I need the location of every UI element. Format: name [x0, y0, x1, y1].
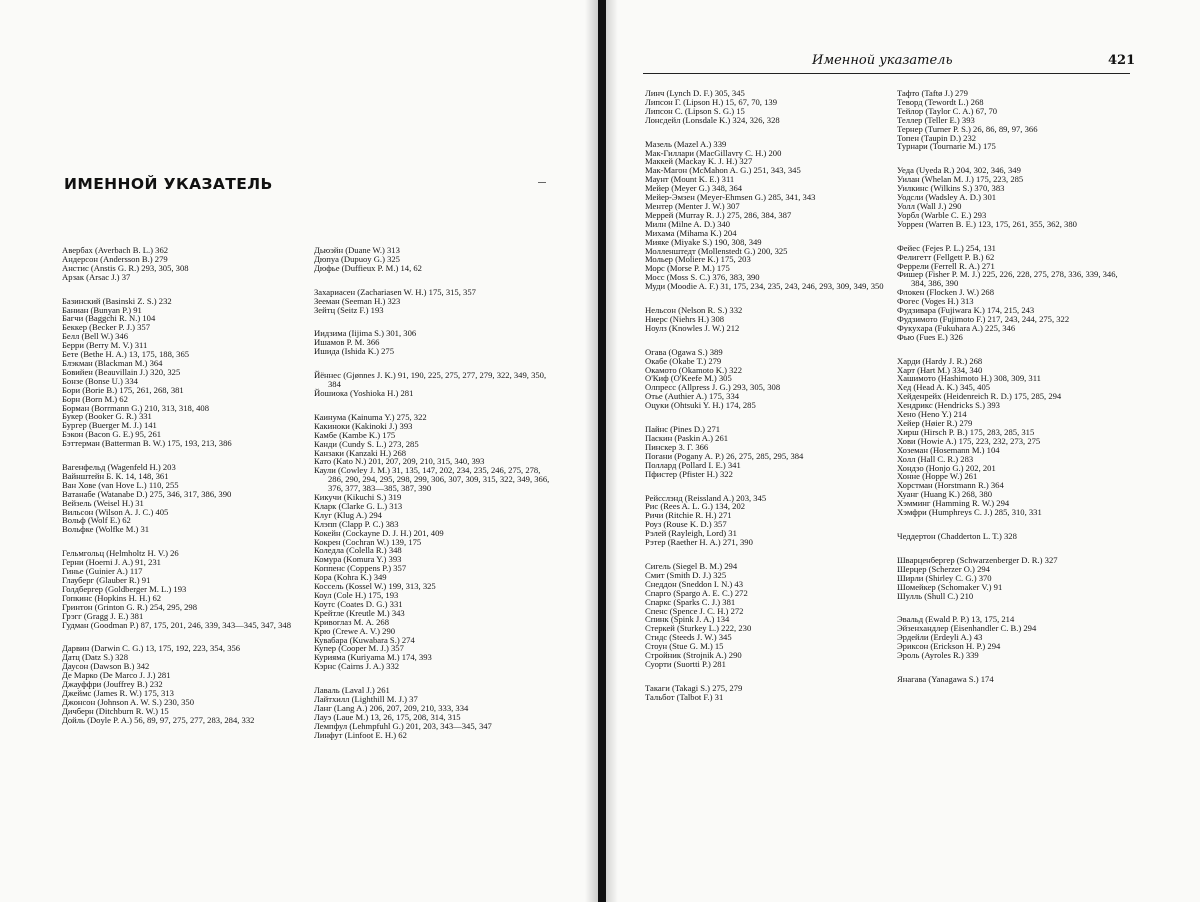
index-entry: Хейденрейх (Heidenreich R. D.) 175, 285, 294	[897, 391, 1062, 402]
index-entry: Стидс (Steeds J. W.) 345	[645, 632, 732, 643]
index-entry: Спаркс (Sparks C. J.) 381	[645, 596, 736, 607]
index-entry: Комура (Komura Y.) 393	[314, 554, 402, 565]
index-entry: Йошиока (Yoshioka H.) 281	[314, 387, 414, 398]
index-entry: Гельмгольц (Helmholtz H. V.) 26	[62, 548, 179, 559]
index-entry: Сигель (Siegel B. M.) 294	[645, 560, 738, 571]
index-entry: Мейер-Эмзен (Meyer-Ehmsen G.) 285, 341, 343	[645, 192, 816, 203]
index-letter-group	[645, 425, 885, 478]
index-entry: Молленштедт (Mollenstedt G.) 200, 325	[645, 245, 788, 256]
index-entry: Линфут (Linfoot E. H.) 62	[314, 729, 407, 740]
index-entry: Ричи (Ritchie R. H.) 271	[645, 510, 732, 521]
index-entry: Зееман (Seeman H.) 323	[314, 295, 401, 306]
index-entry: Хоземан (Hosemann M.) 104	[897, 444, 1000, 455]
index-entry: Като (Kato N.) 201, 207, 209, 210, 315, 340, 393	[314, 456, 485, 467]
gutter-shadow-right	[606, 0, 618, 902]
index-entry: Эрдейли (Erdeyli A.) 43	[897, 632, 983, 643]
index-entry: Хашимото (Hashimoto H.) 308, 309, 311	[897, 373, 1041, 384]
index-entry: Тафто (Taftø J.) 279	[897, 88, 968, 98]
index-entry: Тернер (Turner P. S.) 26, 86, 89, 97, 366	[897, 123, 1038, 134]
index-entry: Дьюэйн (Duane W.) 313	[314, 245, 400, 255]
index-entry: Уилан (Whelan M. J.) 175, 223, 285	[897, 174, 1024, 185]
index-letter-group	[897, 615, 1131, 660]
index-entry: Окабе (Okabe T.) 279	[645, 355, 722, 366]
index-entry: Рэлей (Rayleigh, Lord) 31	[645, 528, 737, 539]
index-entry: Хейер (Høier R.) 279	[897, 418, 973, 428]
index-letter-group	[314, 329, 552, 356]
index-letter-group	[314, 686, 552, 739]
index-entry: Фудзимото (Fujimoto F.) 217, 243, 244, 275, 322	[897, 313, 1070, 324]
index-entry: Вайнштейн Б. К. 14, 148, 361	[62, 470, 169, 481]
index-letter-group	[645, 348, 885, 410]
index-entry: Милн (Milne A. D.) 340	[645, 218, 731, 229]
index-entry: Хуанг (Huang K.) 268, 380	[897, 489, 993, 500]
index-entry: Шомейкер (Schomaker V.) 91	[897, 581, 1003, 592]
index-entry: Мольер (Moliere K.) 175, 203	[645, 254, 751, 265]
index-entry: Кувабара (Kuwabara S.) 274	[314, 634, 415, 645]
index-entry: Михама (Mihama K.) 204	[645, 227, 737, 238]
index-entry: Линч (Lynch D. F.) 305, 345	[645, 88, 745, 98]
index-entry: Глауберг (Glauber R.) 91	[62, 575, 151, 585]
page-number: 421	[1108, 53, 1136, 68]
index-letter-group	[62, 297, 297, 448]
index-entry: Канди (Cundy S. L.) 273, 285	[314, 438, 419, 449]
index-entry: Бовийен (Beauvillain J.) 320, 325	[62, 366, 181, 377]
index-entry: Лаваль (Laval J.) 261	[314, 685, 390, 696]
index-entry: Вейзель (Weisel H.) 31	[62, 497, 144, 508]
index-entry: Спенс (Spence J. C. H.) 272	[645, 605, 744, 616]
index-entry: Джауффри (Jouffrey B.) 232	[62, 679, 163, 690]
index-entry: Шерцер (Scherzer O.) 294	[897, 563, 990, 574]
index-letter-group	[62, 246, 297, 282]
index-entry: Фудзивара (Fujiwara K.) 174, 215, 243	[897, 305, 1035, 316]
index-entry: Багчи (Baggchi R. N.) 104	[62, 313, 156, 324]
index-entry: Анстис (Anstis G. R.) 293, 305, 308	[62, 262, 189, 273]
index-entry: Стоун (Stue G. M.) 15	[645, 641, 724, 652]
index-entry: Герни (Hoerni J. A.) 91, 231	[62, 557, 161, 568]
index-entry: Пфистер (Pfister H.) 322	[645, 468, 733, 479]
index-entry: Ментер (Menter J. W.) 307	[645, 200, 740, 211]
index-entry: Смит (Smith D. J.) 325	[645, 569, 727, 580]
index-entry: Ван Хове (van Hove L.) 110, 255	[62, 479, 179, 490]
index-entry: Поллард (Pollard I. E.) 341	[645, 459, 741, 470]
index-entry: Борн (Born M.) 62	[62, 393, 128, 404]
index-entry: Дарвин (Darwin C. G.) 13, 175, 192, 223, 354, 356	[62, 643, 241, 654]
index-entry: Кокрен (Cochran W.) 139, 175	[314, 536, 422, 547]
index-entry: Голдбергер (Goldberger M. L.) 193	[62, 583, 187, 594]
index-entry: Бори (Borie B.) 175, 261, 268, 381	[62, 384, 184, 395]
index-entry: Кэрнс (Cairns J. A.) 332	[314, 661, 400, 672]
index-letter-group	[897, 244, 1131, 342]
index-entry: Дичберн (Ditchburn R. W.) 15	[62, 705, 169, 716]
index-entry: Шварценбергер (Schwarzenberger D. R.) 327	[897, 554, 1058, 565]
index-entry: Уолл (Wall J.) 290	[897, 200, 962, 211]
index-entry: Липсон Г. (Lipson H.) 15, 67, 70, 139	[645, 96, 777, 107]
index-entry: Гинье (Guinier A.) 117	[62, 566, 143, 577]
index-entry: Суорти (Suortti P.) 281	[645, 658, 726, 669]
index-letter-group	[645, 140, 885, 291]
index-letter-group	[645, 306, 885, 333]
index-entry: Вильсон (Wilson A. J. C.) 405	[62, 506, 169, 517]
index-entry: Харди (Hardy J. R.) 268	[897, 355, 983, 366]
index-entry: Снеддон (Sneddon I. N.) 43	[645, 578, 744, 589]
index-entry: Гудман (Goodman P.) 87, 175, 201, 246, 339, 343—345, 347, 348	[62, 619, 291, 630]
index-column-4	[897, 89, 1131, 699]
index-entry: Мазель (Mazel A.) 339	[645, 138, 727, 149]
index-entry: Пайнс (Pines D.) 271	[645, 424, 721, 435]
index-entry: Зейтц (Seitz F.) 193	[314, 304, 384, 315]
index-column-2	[314, 246, 552, 755]
index-entry: Хэмфри (Humphreys C. J.) 285, 310, 331	[897, 507, 1042, 518]
index-entry: Окамото (Okamoto K.) 322	[645, 364, 743, 375]
index-entry: Спарго (Spargo A. E. C.) 272	[645, 587, 748, 598]
index-entry: Спинк (Spink J. A.) 134	[645, 614, 730, 625]
index-entry: Мияке (Miyake S.) 190, 308, 349	[645, 236, 762, 247]
index-entry: Крейтле (Kreutle M.) 343	[314, 607, 405, 618]
index-entry: Хондзо (Honjo G.) 202, 201	[897, 462, 996, 473]
gutter-shadow	[585, 0, 598, 902]
index-letter-group	[314, 246, 552, 273]
index-entry: Фогес (Voges H.) 313	[897, 296, 974, 307]
index-column-1	[62, 246, 297, 740]
index-entry: Датц (Datz S.) 328	[62, 652, 129, 663]
index-entry: Купер (Cooper M. J.) 357	[314, 643, 404, 654]
index-entry: Эриксон (Erickson H. P.) 294	[897, 641, 1001, 652]
index-letter-group	[645, 89, 885, 125]
index-entry: Холл (Hall C. R.) 283	[897, 453, 974, 464]
index-letter-group	[645, 684, 885, 702]
index-entry: Теллер (Teller E.) 393	[897, 114, 975, 125]
index-entry: Уоррен (Warren B. E.) 123, 175, 261, 355, 362, 380	[897, 218, 1077, 229]
index-entry: Ишамов Р. М. 366	[314, 337, 380, 348]
index-letter-group	[897, 556, 1131, 601]
index-entry: Мосс (Moss S. C.) 376, 383, 390	[645, 272, 760, 283]
index-entry: Феррели (Ferrell R. A.) 271	[897, 260, 995, 271]
index-entry: Вольф (Wolf E.) 62	[62, 515, 131, 526]
index-entry: Андерсон (Andersson B.) 279	[62, 253, 168, 264]
index-entry: Букер (Booker G. R.) 331	[62, 411, 152, 422]
index-letter-group	[62, 644, 297, 724]
index-entry: Мейер (Meyer G.) 348, 364	[645, 183, 743, 194]
index-entry: Дойль (Doyle P. A.) 56, 89, 97, 275, 277, 283, 284, 332	[62, 714, 255, 725]
index-entry: Отье (Authier A.) 175, 334	[645, 391, 740, 402]
index-entry: Каули (Cowley J. M.) 31, 135, 147, 202, 234, 235, 246, 275, 278, 286, 290, 294, 295, 298, 299, 306, 307, 309, 315, 322, 349, 366, 376, 377, 383—385, 387, 390	[314, 465, 550, 494]
index-entry: Бэттерман (Batterman B. W.) 175, 193, 213, 386	[62, 438, 232, 449]
index-entry: Огава (Ogawa S.) 389	[645, 346, 723, 357]
index-entry: Кора (Kohra K.) 349	[314, 572, 387, 583]
index-letter-group	[314, 288, 552, 315]
index-entry: Олпресс (Allpress J. G.) 293, 305, 308	[645, 382, 781, 393]
index-entry: Муди (Moodie A. F.) 31, 175, 234, 235, 243, 246, 293, 309, 349, 350	[645, 281, 884, 292]
index-entry: Кларк (Clarke G. L.) 313	[314, 500, 403, 511]
index-entry: Тальбот (Talbot F.) 31	[645, 691, 724, 702]
index-entry: Джеймс (James R. W.) 175, 313	[62, 687, 174, 698]
index-entry: Канзаки (Kanzaki H.) 268	[314, 447, 407, 458]
index-entry: Эроль (Ayroles R.) 339	[897, 650, 979, 661]
index-letter-group	[897, 89, 1131, 151]
index-entry: Хонне (Hoppe W.) 261	[897, 471, 978, 482]
index-entry: Хорстман (Horstmann R.) 364	[897, 480, 1004, 491]
index-entry: Ноулз (Knowles J. W.) 212	[645, 322, 740, 333]
index-entry: Белл (Bell W.) 346	[62, 331, 129, 342]
index-entry: Коул (Cole H.) 175, 193	[314, 590, 399, 600]
index-entry: Курияма (Kuriyama M.) 174, 393	[314, 652, 432, 663]
index-entry: Ниерс (Niehrs H.) 308	[645, 313, 725, 324]
index-entry: Паскин (Paskin A.) 261	[645, 433, 729, 443]
index-entry: Фелигетт (Fellgett P. B.) 62	[897, 251, 995, 262]
index-letter-group	[62, 549, 297, 629]
index-entry: Маккей (Mackay K. J. H.) 327	[645, 156, 753, 167]
index-letter-group	[645, 494, 885, 547]
index-entry: Лемпфул (Lehmpfuhl G.) 201, 203, 343—345, 347	[314, 720, 492, 731]
index-entry: Дюфье (Duffieux P. M.) 14, 62	[314, 262, 422, 273]
index-entry: Рейсслэнд (Reissland A.) 203, 345	[645, 492, 767, 503]
index-entry: Джонсон (Johnson A. W. S.) 230, 350	[62, 696, 195, 707]
index-entry: Янагава (Yanagawa S.) 174	[897, 673, 994, 684]
header-rule	[643, 73, 1130, 74]
index-entry: Фью (Fues E.) 326	[897, 331, 963, 342]
index-letter-group	[314, 413, 552, 671]
index-entry: Захариасен (Zachariasen W. H.) 175, 315, 357	[314, 286, 476, 297]
index-entry: Меррей (Murray R. J.) 275, 286, 384, 387	[645, 209, 792, 220]
index-letter-group	[897, 532, 1131, 541]
book-gutter	[598, 0, 606, 902]
index-entry: Рис (Rees A. L. G.) 134, 202	[645, 501, 746, 512]
index-entry: Ишида (Ishida K.) 275	[314, 346, 395, 357]
index-entry: Нельсон (Nelson R. S.) 332	[645, 305, 743, 316]
index-entry: Бэкон (Bacon G. E.) 95, 261	[62, 429, 162, 440]
index-entry: Даусон (Dawson B.) 342	[62, 661, 150, 672]
index-entry: Гринтон (Grinton G. R.) 254, 295, 298	[62, 601, 198, 612]
index-entry: Уорбл (Warble C. E.) 293	[897, 209, 987, 220]
index-entry: Флокен (Flocken J. W.) 268	[897, 287, 995, 298]
index-entry: Эвальд (Ewald P. P.) 13, 175, 214	[897, 614, 1015, 625]
index-entry: Пинскер З. Г. 366	[645, 441, 709, 452]
index-entry: Маунт (Mount K. E.) 311	[645, 174, 735, 185]
index-letter-group	[897, 675, 1131, 684]
index-entry: Грэгг (Gragg J. E.) 381	[62, 610, 144, 621]
index-entry: Морс (Morse P. M.) 175	[645, 263, 730, 274]
index-entry: Беккер (Becker P. J.) 357	[62, 322, 151, 333]
index-entry: Бонзе (Bonse U.) 334	[62, 375, 138, 386]
index-entry: Баниан (Bunyan P.) 91	[62, 304, 142, 315]
index-entry: Лонсдейл (Lonsdale K.) 324, 326, 328	[645, 114, 780, 125]
index-entry: Роуз (Rouse K. D.) 357	[645, 519, 727, 530]
index-letter-group	[645, 562, 885, 669]
index-letter-group	[897, 166, 1131, 228]
index-entry: Хэмминг (Hamming R. W.) 294	[897, 498, 1010, 509]
index-entry: Стеркей (Sturkey L.) 222, 230	[645, 623, 752, 634]
index-entry: Шулль (Shull C.) 210	[897, 590, 974, 601]
index-entry: Мак-Магон (McMahon A. G.) 251, 343, 345	[645, 165, 801, 176]
index-entry: Такаги (Takagi S.) 275, 279	[645, 682, 743, 693]
index-entry: Фейес (Fejes P. L.) 254, 131	[897, 242, 996, 253]
index-entry: Тейлор (Taylor C. A.) 67, 70	[897, 105, 998, 116]
index-entry: Базинский (Basinski Z. S.) 232	[62, 295, 172, 306]
index-entry: Уодсли (Wadsley A. D.) 301	[897, 192, 997, 203]
index-entry: Оцуки (Ohtsuki Y. H.) 174, 285	[645, 400, 756, 411]
index-entry: Йённес (Gjønnes J. K.) 91, 190, 225, 275, 277, 279, 322, 349, 350, 384	[314, 370, 547, 390]
index-entry: Погани (Pogany A. P.) 26, 275, 285, 295, 384	[645, 450, 804, 461]
index-entry: Авербах (Averbach B. L.) 362	[62, 245, 169, 255]
decorative-dash	[538, 182, 546, 183]
index-entry: Коссель (Kossel W.) 199, 313, 325	[314, 581, 436, 592]
index-entry: Какиноки (Kakinoki J.) 393	[314, 420, 413, 431]
index-entry: Хирш (Hirsch P. B.) 175, 283, 285, 315	[897, 426, 1035, 437]
index-entry: Коутс (Coates D. G.) 331	[314, 598, 403, 609]
index-entry: Турнари (Tournarie M.) 175	[897, 141, 996, 152]
index-entry: Хено (Heno Y.) 214	[897, 409, 967, 420]
index-entry: Липсон С. (Lipson S. G.) 15	[645, 105, 745, 116]
index-entry: Кокейн (Cockayne D. J. H.) 201, 409	[314, 527, 444, 538]
index-entry: Бете (Bethe H. A.) 13, 175, 188, 365	[62, 349, 190, 360]
index-entry: Теворд (Tewordt L.) 268	[897, 96, 984, 107]
index-entry: Стройник (Strojnik A.) 290	[645, 650, 742, 661]
index-entry: Лайтхилл (Lighthill M. J.) 37	[314, 694, 418, 705]
index-entry: Фукухара (Fukuhara A.) 225, 346	[897, 322, 1016, 333]
index-entry: Дюпуа (Dupuoy G.) 325	[314, 253, 400, 264]
running-header: Именной указатель	[812, 53, 953, 68]
index-entry: Бургер (Buerger M. J.) 141	[62, 420, 157, 431]
index-entry: Арзак (Arsac J.) 37	[62, 271, 131, 282]
index-entry: Борман (Borrmann G.) 210, 313, 318, 408	[62, 402, 210, 413]
index-entry: Вольфке (Wolfke M.) 31	[62, 524, 150, 535]
index-entry: Каинума (Kainuma Y.) 275, 322	[314, 411, 427, 422]
index-entry: Клуг (Klug A.) 294	[314, 509, 382, 520]
index-entry: О'Киф (O'Keefe M.) 305	[645, 373, 732, 384]
index-entry: Хед (Head A. K.) 345, 405	[897, 382, 991, 393]
index-entry: Крю (Crewe A. V.) 290	[314, 625, 396, 636]
index-entry: Кривоглаз М. А. 268	[314, 616, 389, 627]
section-title: ИМЕННОЙ УКАЗАТЕЛЬ	[64, 175, 273, 193]
index-letter-group	[62, 463, 297, 534]
index-letter-group	[314, 371, 552, 398]
index-entry: Ватанабе (Watanabe D.) 275, 346, 317, 386, 390	[62, 488, 232, 499]
index-entry: Фишер (Fisher P. M. J.) 225, 226, 228, 275, 278, 336, 339, 346, 384, 386, 390	[897, 269, 1118, 289]
index-entry: Хови (Howie A.) 175, 223, 232, 273, 275	[897, 435, 1041, 446]
index-entry: Эйзенхандлер (Eisenhandler C. B.) 294	[897, 623, 1037, 634]
index-entry: Чеддертон (Chadderton L. T.) 328	[897, 530, 1017, 541]
index-letter-group	[897, 357, 1131, 517]
index-entry: Лауэ (Laue M.) 13, 26, 175, 208, 314, 315	[314, 711, 461, 722]
index-entry: Де Марко (De Marco J. J.) 281	[62, 670, 171, 681]
index-entry: Вагенфельд (Wagenfeld H.) 203	[62, 462, 176, 473]
index-entry: Уилкинс (Wilkins S.) 370, 383	[897, 183, 1005, 194]
index-entry: Коледла (Colella R.) 348	[314, 545, 402, 556]
index-entry: Уеда (Uyeda R.) 204, 302, 346, 349	[897, 165, 1021, 176]
index-entry: Хендрикс (Hendricks S.) 393	[897, 400, 1000, 411]
index-entry: Мак-Гиллари (MacGillavry C. H.) 200	[645, 147, 782, 158]
index-entry: Берри (Berry M. V.) 311	[62, 340, 148, 351]
index-entry: Гопкинс (Hopkins H. H.) 62	[62, 592, 162, 603]
index-entry: Коппенс (Coppens P.) 357	[314, 563, 407, 574]
index-entry: Рэтер (Raether H. A.) 271, 390	[645, 537, 753, 548]
index-entry: Топен (Taupin D.) 232	[897, 132, 977, 143]
index-entry: Харт (Hart M.) 334, 340	[897, 364, 983, 375]
index-entry: Ширли (Shirley C. G.) 370	[897, 572, 992, 583]
index-entry: Камбе (Kambe K.) 175	[314, 429, 396, 440]
index-entry: Кикучи (Kikuchi S.) 319	[314, 492, 402, 503]
index-entry: Иидзима (Iijima S.) 301, 306	[314, 328, 417, 339]
index-entry: Блэкман (Blackman M.) 364	[62, 357, 163, 368]
index-column-3	[645, 89, 885, 717]
index-entry: Ланг (Lang A.) 206, 207, 209, 210, 333, 334	[314, 702, 469, 713]
index-entry: Клэпп (Clapp P. C.) 383	[314, 518, 399, 529]
